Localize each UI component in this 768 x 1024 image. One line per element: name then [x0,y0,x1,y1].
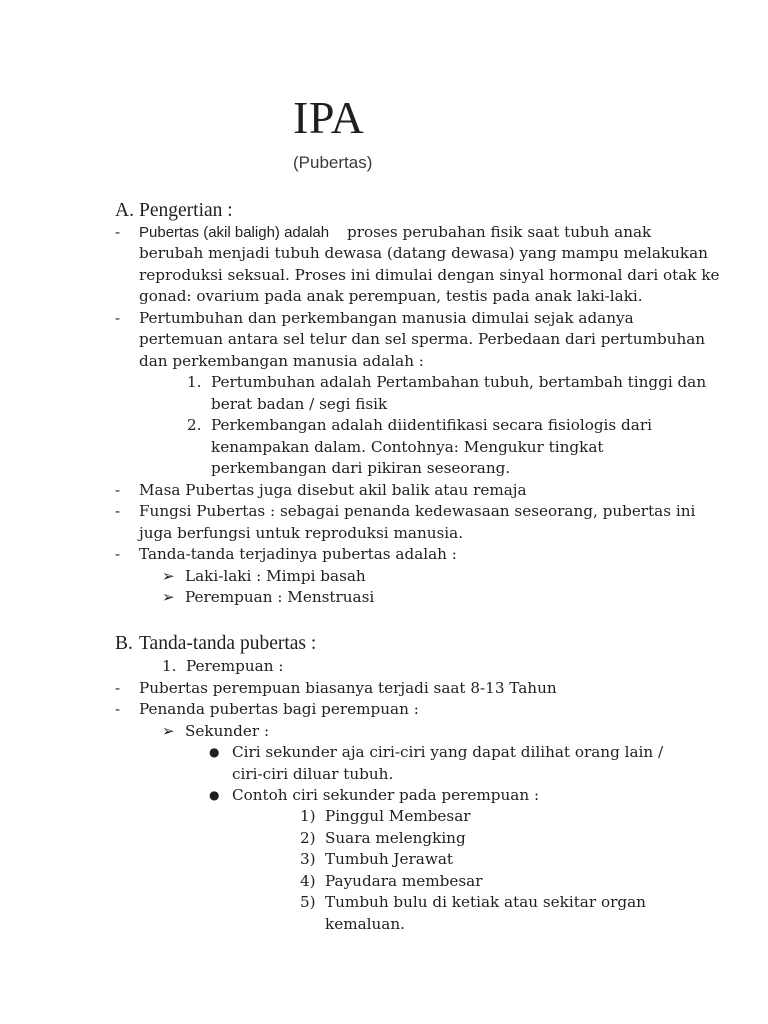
paragraph-line: dan perkembangan manusia adalah : [139,352,424,370]
example-item: Tumbuh bulu di ketiak atau sekitar organ [325,893,646,911]
subheading-perempuan: Perempuan : [186,657,284,675]
dash-marker: - [115,309,121,327]
arrow-marker: ➢ [162,722,175,740]
document-subtitle: (Pubertas) [293,153,373,172]
arrow-item: Laki-laki : Mimpi basah [185,567,366,585]
numbered-line: perkembangan dari pikiran seseorang. [211,459,511,477]
paragraph-line: gonad: ovarium pada anak perempuan, testis pada anak laki-laki. [139,287,643,305]
paragraph-line: proses perubahan fisik saat tubuh anak [347,223,652,241]
paragraph-line: berubah menjadi tubuh dewasa (datang dewasa) yang mampu melakukan [139,244,708,262]
paragraph-line: Penanda pubertas bagi perempuan : [139,700,419,718]
dash-marker: - [115,223,121,241]
paragraph-line: Pertumbuhan dan perkembangan manusia dimulai sejak adanya [139,309,634,327]
bullet-line: ciri-ciri diluar tubuh. [232,765,394,783]
section-b-heading: Tanda-tanda pubertas : [139,633,317,654]
dash-marker: - [115,502,121,520]
dash-marker: - [115,700,121,718]
paragraph-line: juga berfungsi untuk reproduksi manusia. [139,524,464,542]
example-number: 4) [300,872,316,890]
example-item: Suara melengking [325,829,466,847]
arrow-item: Perempuan : Menstruasi [185,588,375,606]
example-item: kemaluan. [325,915,405,933]
arrow-item: Sekunder : [185,722,270,740]
paragraph-line: Pubertas perempuan biasanya terjadi saat 8-13 Tahun [139,679,557,697]
definition-lead: Pubertas (akil baligh) adalah [139,224,330,241]
numbered-marker: 2. [187,416,202,434]
numbered-line: Pertumbuhan adalah Pertambahan tubuh, bertambah tinggi dan [211,373,707,391]
paragraph-line: pertemuan antara sel telur dan sel sperma. Perbedaan dari pertumbuhan [139,330,706,348]
example-item: Tumbuh Jerawat [325,850,453,868]
document-title: IPA [293,92,365,143]
example-item: Pinggul Membesar [325,807,471,825]
dash-marker: - [115,545,121,563]
paragraph-line: Tanda-tanda terjadinya pubertas adalah : [139,545,457,563]
numbered-line: kenampakan dalam. Contohnya: Mengukur tingkat [211,438,604,456]
numbered-line: Perkembangan adalah diidentifikasi secara fisiologis dari [211,416,652,434]
bullet-marker: ● [209,788,220,802]
section-b-letter: B. [115,633,133,654]
example-number: 2) [300,829,316,847]
dash-marker: - [115,679,121,697]
numbered-marker: 1. [162,657,177,675]
example-number: 1) [300,807,316,825]
numbered-line: berat badan / segi fisik [211,395,388,413]
arrow-marker: ➢ [162,567,175,585]
bullet-line: Ciri sekunder aja ciri-ciri yang dapat dilihat orang lain / [232,743,664,761]
paragraph-line: Fungsi Pubertas : sebagai penanda kedewasaan seseorang, pubertas ini [139,502,696,520]
bullet-marker: ● [209,745,220,759]
dash-marker: - [115,481,121,499]
bullet-line: Contoh ciri sekunder pada perempuan : [232,786,540,804]
paragraph-line: reproduksi seksual. Proses ini dimulai dengan sinyal hormonal dari otak ke [139,266,720,284]
section-a-heading: Pengertian : [139,200,233,221]
numbered-marker: 1. [187,373,202,391]
example-number: 5) [300,893,316,911]
arrow-marker: ➢ [162,588,175,606]
section-a-letter: A. [115,200,134,221]
example-number: 3) [300,850,316,868]
example-item: Payudara membesar [325,872,483,890]
paragraph-line: Masa Pubertas juga disebut akil balik atau remaja [139,481,527,499]
